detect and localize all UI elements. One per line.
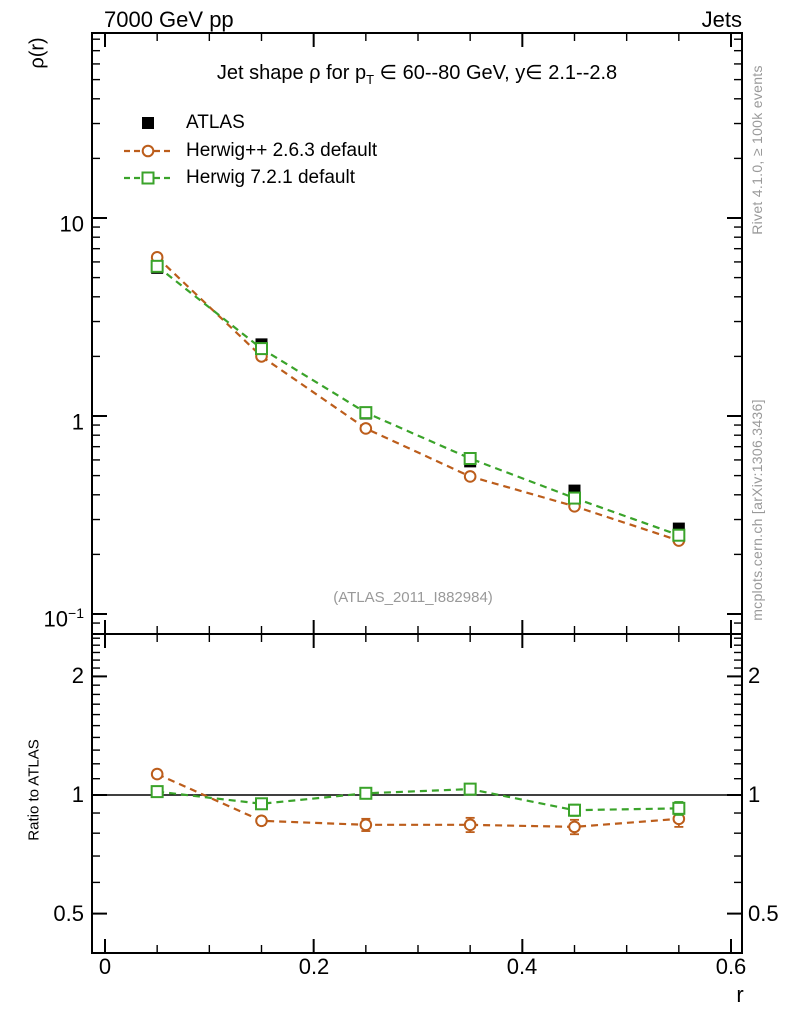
ytick-ratio-right-2: 2	[748, 663, 761, 688]
ytick-ratio-left-0p5: 0.5	[53, 901, 84, 926]
ytick-main-10: 10	[59, 211, 84, 237]
side-note-mcplots: mcplots.cern.ch [arXiv:1306.3436]	[749, 399, 765, 621]
ytick-main-0p1: $10^{-1}$	[43, 605, 84, 632]
ratio-y-ticks	[92, 638, 742, 913]
legend-marker-herwig-7-2-1-default	[124, 173, 172, 184]
legend-label-atlas: ATLAS	[186, 112, 245, 133]
header-beam-label: 7000 GeV pp	[104, 7, 234, 32]
legend-label-herwig7: Herwig 7.2.1 default	[186, 167, 355, 188]
plot-title-subscript: T	[366, 72, 375, 87]
ytick-ratio-left-1: 1	[71, 782, 84, 807]
series-line-herwig-7-2-1-default	[157, 266, 679, 535]
y-axis-label: ρ(r)	[26, 37, 49, 69]
side-note-rivet: Rivet 4.1.0, ≥ 100k events	[749, 65, 765, 235]
xtick-0p6: 0.6	[715, 954, 747, 979]
plot-title	[92, 60, 742, 87]
ytick-ratio-left-2: 2	[71, 663, 84, 688]
xtick-0p4: 0.4	[506, 954, 538, 979]
analysis-id-watermark: (ATLAS_2011_I882984)	[333, 589, 493, 606]
plot-title-part2: ∈ 60--80 GeV, y∈ 2.1--2.8	[374, 62, 618, 84]
legend-label-herwigpp: Herwig++ 2.6.3 default	[186, 140, 378, 161]
ytick-ratio-right-1: 1	[748, 782, 761, 807]
series-line-herwig-2-6-3-default	[157, 257, 679, 540]
legend-marker-atlas	[142, 117, 154, 129]
series-points-herwig-2-6-3-default	[152, 252, 684, 546]
series-line-herwig-7-2-1-default-ratio	[157, 789, 679, 810]
xtick-0: 0	[98, 954, 112, 979]
header-analysis-label: Jets	[701, 7, 742, 32]
plot-title-part1: Jet shape ρ for p	[216, 62, 367, 84]
series-points-herwig-7-2-1-default	[152, 261, 685, 541]
ratio-axis-label: Ratio to ATLAS	[25, 739, 43, 841]
series-points-atlas	[151, 262, 685, 535]
ytick-ratio-right-0p5: 0.5	[748, 901, 779, 926]
x-axis-label: r	[736, 982, 744, 1007]
legend-marker-herwig-2-6-3-default	[124, 146, 172, 157]
ytick-main-1: 1	[71, 409, 84, 435]
xtick-0p2: 0.2	[298, 954, 330, 979]
